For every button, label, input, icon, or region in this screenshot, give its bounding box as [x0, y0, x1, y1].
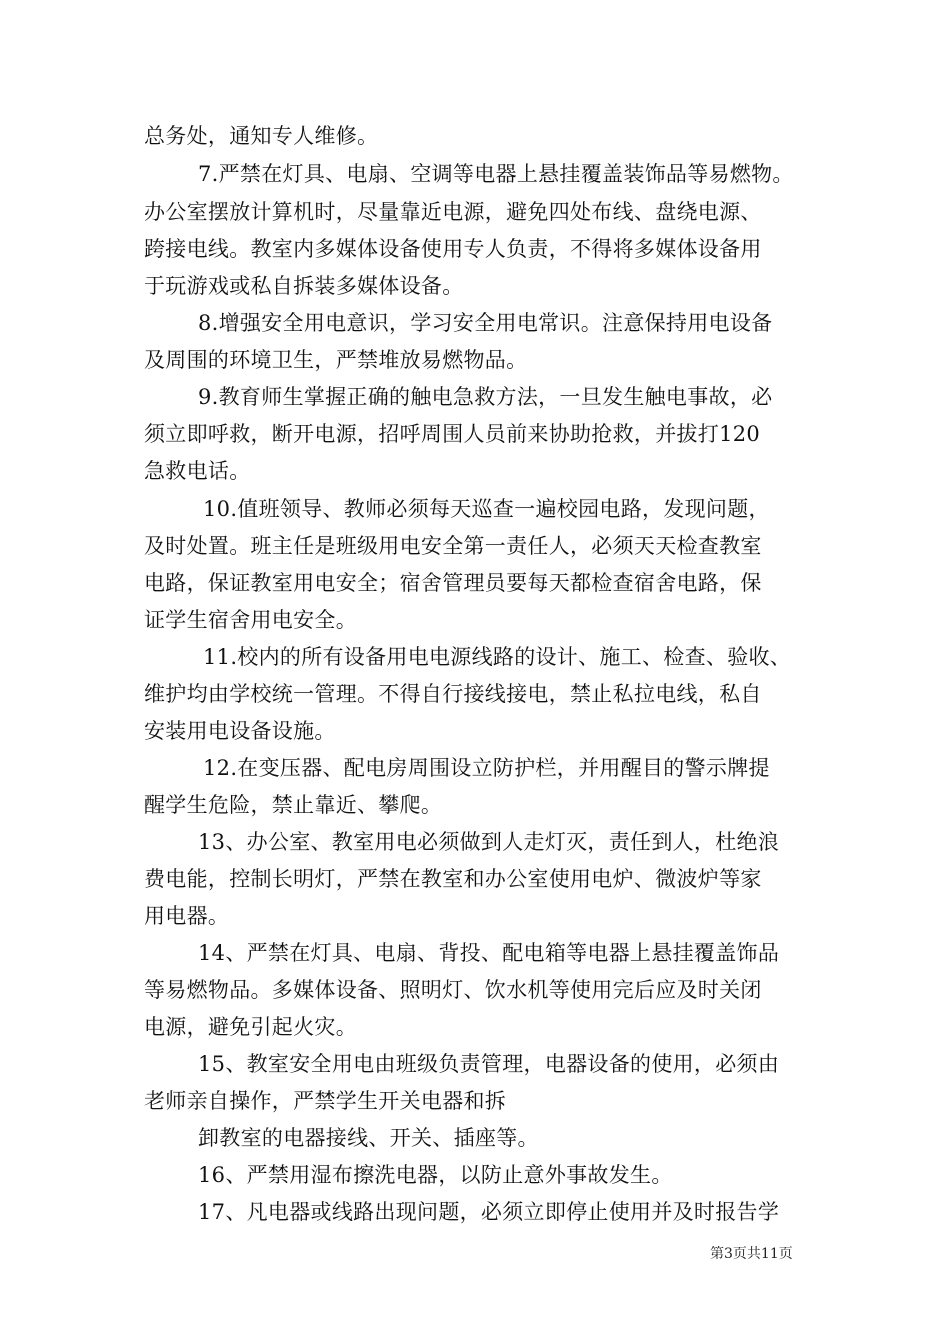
text-line: 跨接电线。教室内多媒体设备使用专人负责，不得将多媒体设备用: [144, 237, 762, 261]
text-line: 卸教室的电器接线、开关、插座等。: [198, 1126, 539, 1150]
text-line: 电源，避免引起火灾。: [144, 1015, 357, 1039]
text-line: 11.校内的所有设备用电电源线路的设计、施工、检查、验收、: [203, 645, 792, 669]
text-line: 安装用电设备设施。: [144, 719, 336, 743]
text-line: 维护均由学校统一管理。不得自行接线接电，禁止私拉电线，私自: [144, 682, 762, 706]
text-line: 急救电话。: [144, 459, 251, 483]
text-line: 于玩游戏或私自拆装多媒体设备。: [144, 274, 464, 298]
page-number: 第3页共11页: [710, 1246, 793, 1262]
text-line: 10.值班领导、教师必须每天巡查一遍校园电路，发现问题，: [203, 497, 770, 521]
text-line: 13、办公室、教室用电必须做到人走灯灭，责任到人，杜绝浪: [198, 830, 780, 854]
text-line: 证学生宿舍用电安全。: [144, 608, 357, 632]
text-line: 7.严禁在灯具、电扇、空调等电器上悬挂覆盖装饰品等易燃物。: [198, 162, 794, 186]
text-line: 12.在变压器、配电房周围设立防护栏，并用醒目的警示牌提: [203, 756, 770, 780]
text-line: 14、严禁在灯具、电扇、背投、配电箱等电器上悬挂覆盖饰品: [198, 941, 780, 965]
text-line: 电路，保证教室用电安全；宿舍管理员要每天都检查宿舍电路，保: [144, 571, 762, 595]
text-line: 15、教室安全用电由班级负责管理，电器设备的使用，必须由: [198, 1052, 780, 1076]
text-line: 16、严禁用湿布擦洗电器，以防止意外事故发生。: [198, 1163, 673, 1187]
text-line: 17、凡电器或线路出现问题，必须立即停止使用并及时报告学: [198, 1200, 780, 1224]
text-line: 及时处置。班主任是班级用电安全第一责任人，必须天天检查教室: [144, 534, 762, 558]
text-line: 须立即呼救，断开电源，招呼周围人员前来协助抢救，并拔打120: [144, 422, 761, 446]
text-line: 总务处，通知专人维修。: [144, 124, 379, 148]
text-line: 醒学生危险，禁止靠近、攀爬。: [144, 793, 443, 817]
text-line: 办公室摆放计算机时，尽量靠近电源，避免四处布线、盘绕电源、: [144, 200, 762, 224]
text-line: 用电器。: [144, 904, 230, 928]
text-line: 9.教育师生掌握正确的触电急救方法，一旦发生触电事故，必: [198, 385, 773, 409]
text-line: 等易燃物品。多媒体设备、照明灯、饮水机等使用完后应及时关闭: [144, 978, 762, 1002]
text-line: 及周围的环境卫生，严禁堆放易燃物品。: [144, 348, 528, 372]
text-line: 费电能，控制长明灯，严禁在教室和办公室使用电炉、微波炉等家: [144, 867, 762, 891]
text-line: 8.增强安全用电意识，学习安全用电常识。注意保持用电设备: [198, 311, 773, 335]
text-line: 老师亲自操作，严禁学生开关电器和拆: [144, 1089, 507, 1113]
